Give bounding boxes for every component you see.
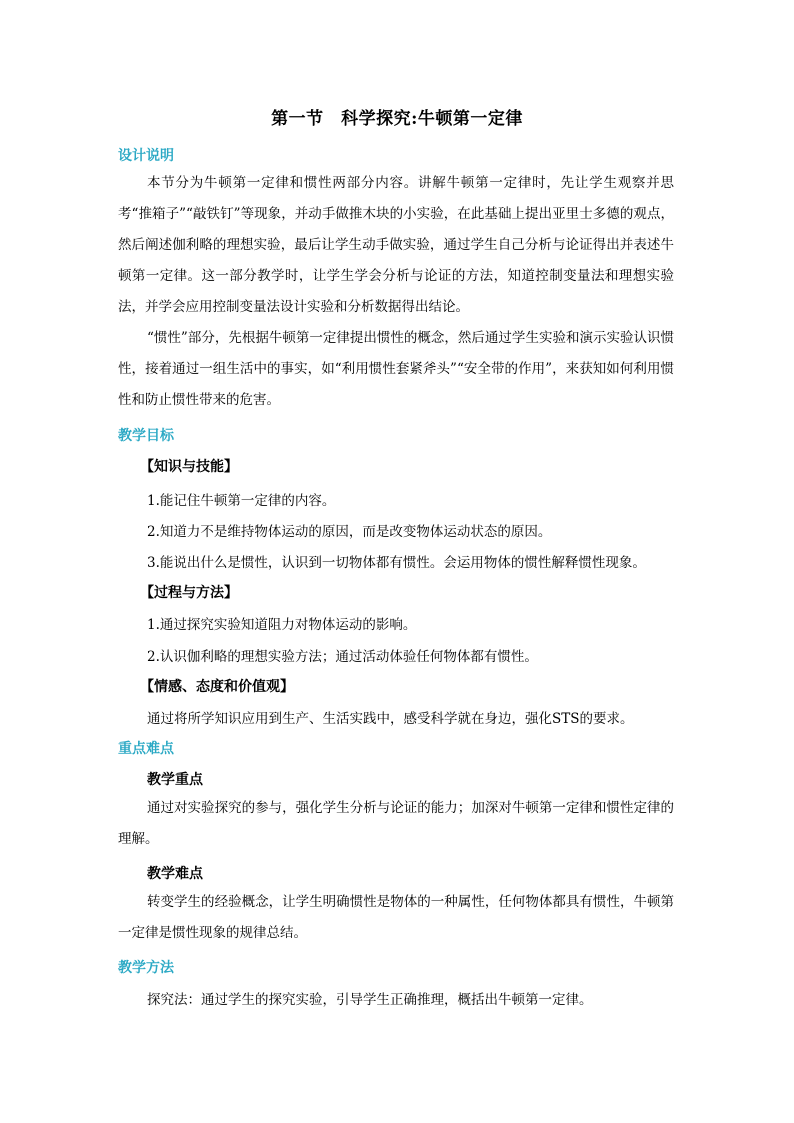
teaching-focus-label: 教学重点	[147, 772, 203, 788]
emotion-values-label: 【情感、态度和价值观】	[140, 679, 294, 695]
teaching-focus-text: 通过对实验探究的参与，强化学生分析与论证的能力；加深对牛顿第一定律和惯性定律的理解。	[118, 800, 674, 847]
section-heading-design: 设计说明	[118, 148, 174, 164]
emotion-text: 通过将所学知识应用到生产、生活实践中，感受科学就在身边，强化STS的要求。	[147, 711, 634, 727]
process-methods-label: 【过程与方法】	[140, 585, 238, 601]
page-title: 第一节 科学探究:牛顿第一定律	[271, 109, 523, 129]
teaching-difficulty-label: 教学难点	[147, 866, 203, 882]
section-heading-objectives: 教学目标	[118, 428, 174, 444]
knowledge-item-2: 2.知道力不是维持物体运动的原因，而是改变物体运动状态的原因。	[147, 524, 552, 540]
section-heading-method: 教学方法	[118, 960, 174, 976]
design-paragraph-2: “惯性”部分，先根据牛顿第一定律提出惯性的概念，然后通过学生实验和演示实验认识惯性，接着通过一组生活中的事实，如“利用惯性套紧斧头”“安全带的作用”，来获知如何利用惯性和防止惯性带来的危害。	[118, 330, 674, 408]
process-item-2: 2.认识伽利略的理想实验方法；通过活动体验任何物体都有惯性。	[147, 649, 538, 665]
process-item-1: 1.通过探究实验知道阻力对物体运动的影响。	[147, 617, 417, 633]
knowledge-item-3: 3.能说出什么是惯性，认识到一切物体都有惯性。会运用物体的惯性解释惯性现象。	[147, 555, 646, 571]
knowledge-skills-label: 【知识与技能】	[140, 459, 238, 475]
section-heading-key-points: 重点难点	[118, 741, 174, 757]
teaching-difficulty-text: 转变学生的经验概念，让学生明确惯性是物体的一种属性，任何物体都具有惯性，牛顿第一定律是惯性现象的规律总结。	[118, 894, 674, 941]
design-paragraph-1: 本节分为牛顿第一定律和惯性两部分内容。讲解牛顿第一定律时，先让学生观察并思考“推箱子”“敲铁钉”等现象，并动手做推木块的小实验，在此基础上提出亚里士多德的观点，然后阐述伽利略的理想实验，最后让学生动手做实验，通过学生自己分析与论证得出并表述牛顿第一定律。这一部分教学时，让学生学会分析与论证的方法，知道控制变量法和理想实验法，并学会应用控制变量法设计实验和分析数据得出结论。	[118, 175, 674, 315]
method-text: 探究法：通过学生的探究实验，引导学生正确推理，概括出牛顿第一定律。	[147, 992, 593, 1008]
knowledge-item-1: 1.能记住牛顿第一定律的内容。	[147, 493, 336, 509]
